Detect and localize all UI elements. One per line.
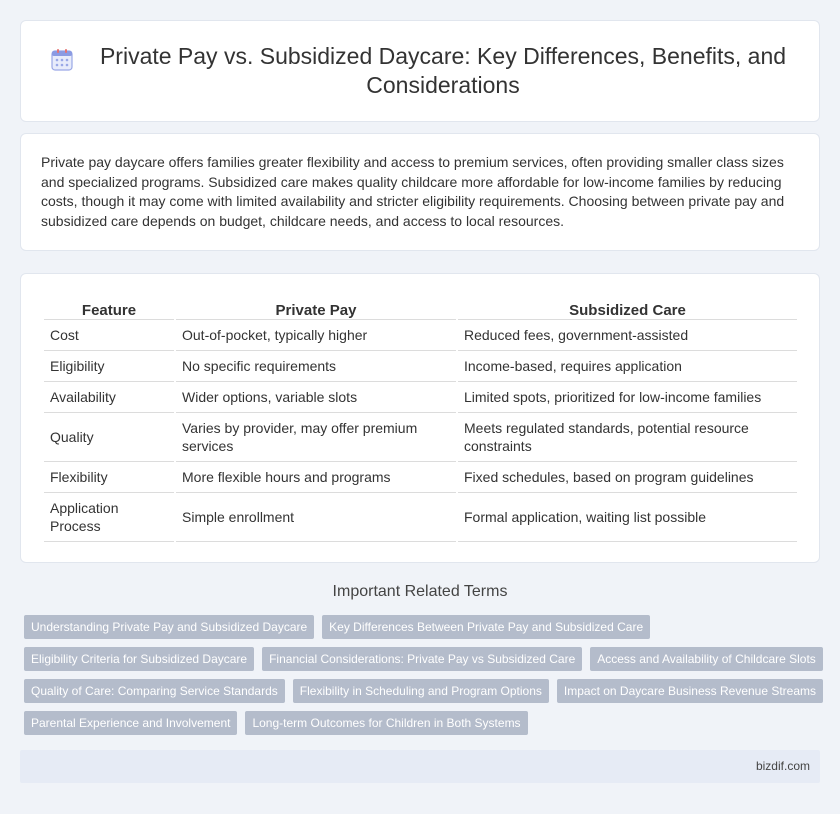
table-cell: Limited spots, prioritized for low-income families: [458, 382, 797, 413]
header-private-pay: Private Pay: [176, 298, 456, 320]
table-cell: Cost: [44, 320, 174, 351]
table-cell: Formal application, waiting list possible: [458, 493, 797, 542]
table-cell: Out-of-pocket, typically higher: [176, 320, 456, 351]
title-card: [20, 20, 820, 122]
related-term-tag[interactable]: Access and Availability of Childcare Slots: [590, 647, 823, 671]
related-term-tag[interactable]: Parental Experience and Involvement: [24, 711, 237, 735]
table-cell: Quality: [44, 413, 174, 462]
intro-paragraph: Private pay daycare offers families greater flexibility and access to premium services, often providing smaller class sizes and specialized programs. Subsidized care makes quality childcare more affordable for low-income families by reducing costs, though it may come with limited availability and stricter eligibility requirements. Choosing between private pay and subsidized care depends on budget, childcare needs, and access to local resources.: [41, 154, 785, 229]
related-term-tag[interactable]: Flexibility in Scheduling and Program Options: [293, 679, 549, 703]
table-cell: Varies by provider, may offer premium services: [176, 413, 456, 462]
intro-card: [20, 133, 820, 251]
table-cell: Meets regulated standards, potential resource constraints: [458, 413, 797, 462]
page-title: Private Pay vs. Subsidized Daycare: Key Differences, Benefits, and Considerations: [99, 43, 787, 98]
comparison-card: [20, 273, 820, 563]
table-cell: Income-based, requires application: [458, 351, 797, 382]
table-cell: Fixed schedules, based on program guidelines: [458, 462, 797, 493]
table-cell: More flexible hours and programs: [176, 462, 456, 493]
related-terms-heading: Important Related Terms: [332, 583, 508, 600]
table-cell: Wider options, variable slots: [176, 382, 456, 413]
table-row: [44, 351, 797, 382]
related-term-tag[interactable]: Understanding Private Pay and Subsidized Daycare: [24, 615, 314, 639]
table-cell: Flexibility: [44, 462, 174, 493]
table-row: [44, 320, 797, 351]
related-term-tag[interactable]: Long-term Outcomes for Children in Both Systems: [245, 711, 527, 735]
table-cell: No specific requirements: [176, 351, 456, 382]
related-terms-list: [24, 615, 824, 743]
table-cell: Application Process: [44, 493, 174, 542]
comparison-table: [42, 298, 799, 542]
header-subsidized-care: Subsidized Care: [458, 298, 797, 320]
related-term-tag[interactable]: Impact on Daycare Business Revenue Streams: [557, 679, 823, 703]
related-term-tag[interactable]: Eligibility Criteria for Subsidized Daycare: [24, 647, 254, 671]
related-term-tag[interactable]: Key Differences Between Private Pay and Subsidized Care: [322, 615, 650, 639]
table-cell: Reduced fees, government-assisted: [458, 320, 797, 351]
table-row: [44, 413, 797, 462]
table-row: [44, 462, 797, 493]
header-feature: Feature: [44, 298, 174, 320]
table-cell: Simple enrollment: [176, 493, 456, 542]
footer-brand-link[interactable]: bizdif.com: [755, 759, 810, 773]
table-header-row: [44, 298, 797, 320]
related-term-tag[interactable]: Quality of Care: Comparing Service Standards: [24, 679, 285, 703]
table-cell: Eligibility: [44, 351, 174, 382]
footer-bar: [20, 750, 820, 783]
table-row: [44, 493, 797, 542]
table-cell: Availability: [44, 382, 174, 413]
table-row: [44, 382, 797, 413]
related-term-tag[interactable]: Financial Considerations: Private Pay vs Subsidized Care: [262, 647, 582, 671]
